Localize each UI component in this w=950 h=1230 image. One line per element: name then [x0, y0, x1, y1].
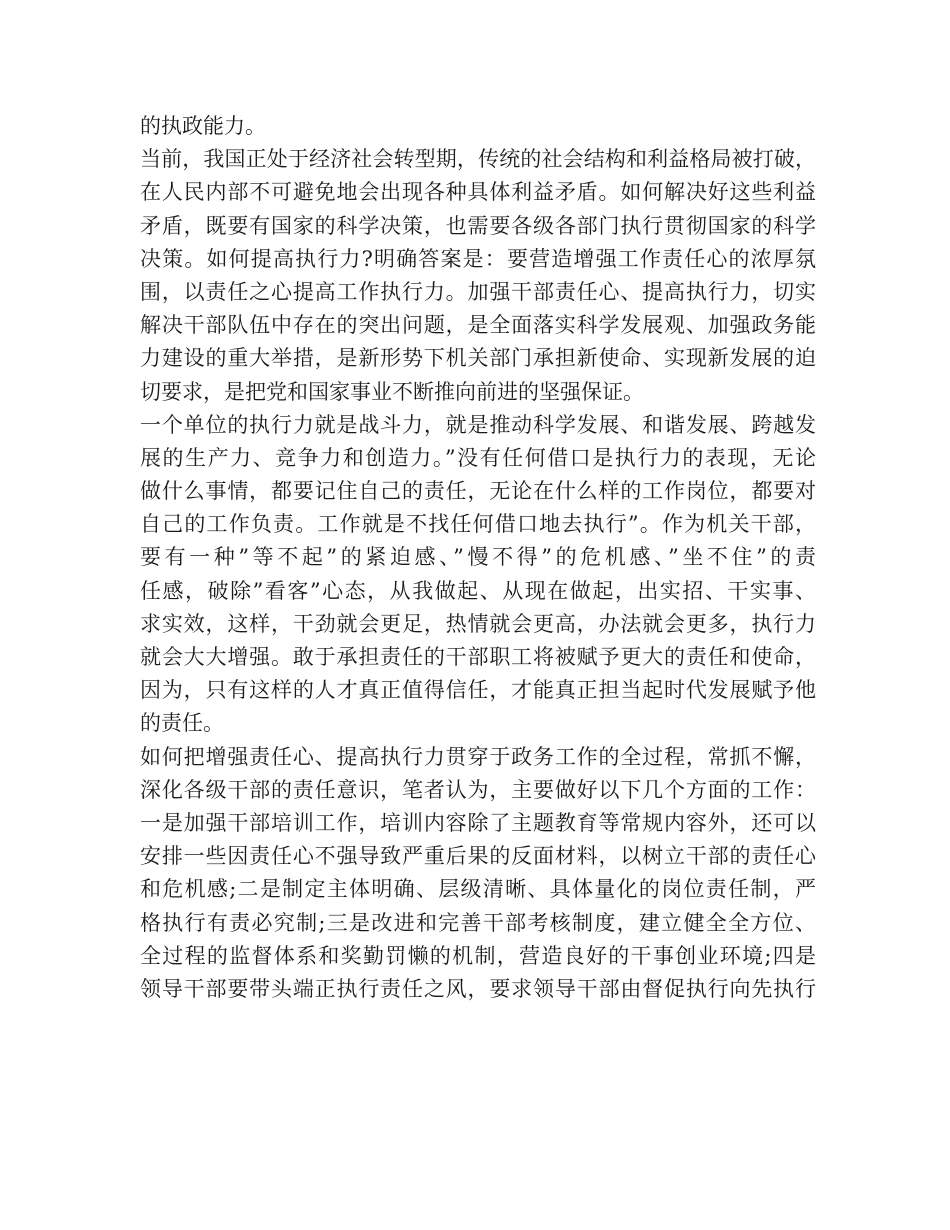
text-line: 决策。如何提高执行力?明确答案是：要营造增强工作责任心的浓厚氛: [140, 246, 816, 271]
text-line: 领导干部要带头端正执行责任之风，要求领导干部由督促执行向先执行: [140, 976, 816, 1001]
text-line: 和危机感;二是制定主体明确、层级清晰、具体量化的岗位责任制，严: [140, 877, 816, 902]
text-line: 一是加强干部培训工作，培训内容除了主题教育等常规内容外，还可以: [140, 810, 816, 835]
text-line: 做什么事情，都要记住自己的责任，无论在什么样的工作岗位，都要对: [140, 479, 816, 504]
text-line: 求实效，这样，干劲就会更足，热情就会更高，办法就会更多，执行力: [140, 611, 816, 636]
text-line: 如何把增强责任心、提高执行力贯穿于政务工作的全过程，常抓不懈，: [140, 744, 816, 769]
text-line: 展的生产力、竞争力和创造力。”没有任何借口是执行力的表现，无论: [140, 445, 816, 470]
text-line: 的执政能力。: [140, 114, 266, 138]
text-line: 全过程的监督体系和奖勤罚懒的机制，营造良好的干事创业环境;四是: [140, 943, 816, 968]
text-line: 当前，我国正处于经济社会转型期，传统的社会结构和利益格局被打破，: [140, 147, 816, 172]
text-line: 矛盾，既要有国家的科学决策，也需要各级各部门执行贯彻国家的科学: [140, 213, 816, 238]
text-line: 切要求，是把党和国家事业不断推向前进的坚强保证。: [140, 379, 644, 404]
text-line: 一个单位的执行力就是战斗力，就是推动科学发展、和谐发展、跨越发: [140, 412, 816, 437]
text-line: 就会大大增强。敢于承担责任的干部职工将被赋予更大的责任和使命，: [140, 645, 816, 669]
text-line: 围，以责任之心提高工作执行力。加强干部责任心、提高执行力，切实: [140, 279, 816, 304]
document-body: [140, 110, 816, 1006]
text-line: 因为，只有这样的人才真正值得信任，才能真正担当起时代发展赋予他: [140, 678, 816, 703]
text-line: 力建设的重大举措，是新形势下机关部门承担新使命、实现新发展的迫: [140, 346, 816, 371]
text-line: 安排一些因责任心不强导致严重后果的反面材料，以树立干部的责任心: [140, 844, 816, 869]
text-line: 自己的工作负责。工作就是不找任何借口地去执行”。作为机关干部，: [140, 512, 816, 537]
text-line: 解决干部队伍中存在的突出问题，是全面落实科学发展观、加强政务能: [140, 313, 816, 338]
text-line: 深化各级干部的责任意识，笔者认为，主要做好以下几个方面的工作：: [140, 777, 816, 802]
text-line: 的责任。: [140, 711, 224, 736]
text-line: 任感，破除”看客”心态，从我做起、从现在做起，出实招、干实事、: [140, 578, 816, 603]
text-line: 格执行有责必究制;三是改进和完善干部考核制度，建立健全全方位、: [140, 910, 816, 935]
text-line: 在人民内部不可避免地会出现各种具体利益矛盾。如何解决好这些利益: [140, 180, 816, 205]
text-line: 要有一种”等不起”的紧迫感、”慢不得”的危机感、”坐不住”的责: [140, 545, 816, 570]
